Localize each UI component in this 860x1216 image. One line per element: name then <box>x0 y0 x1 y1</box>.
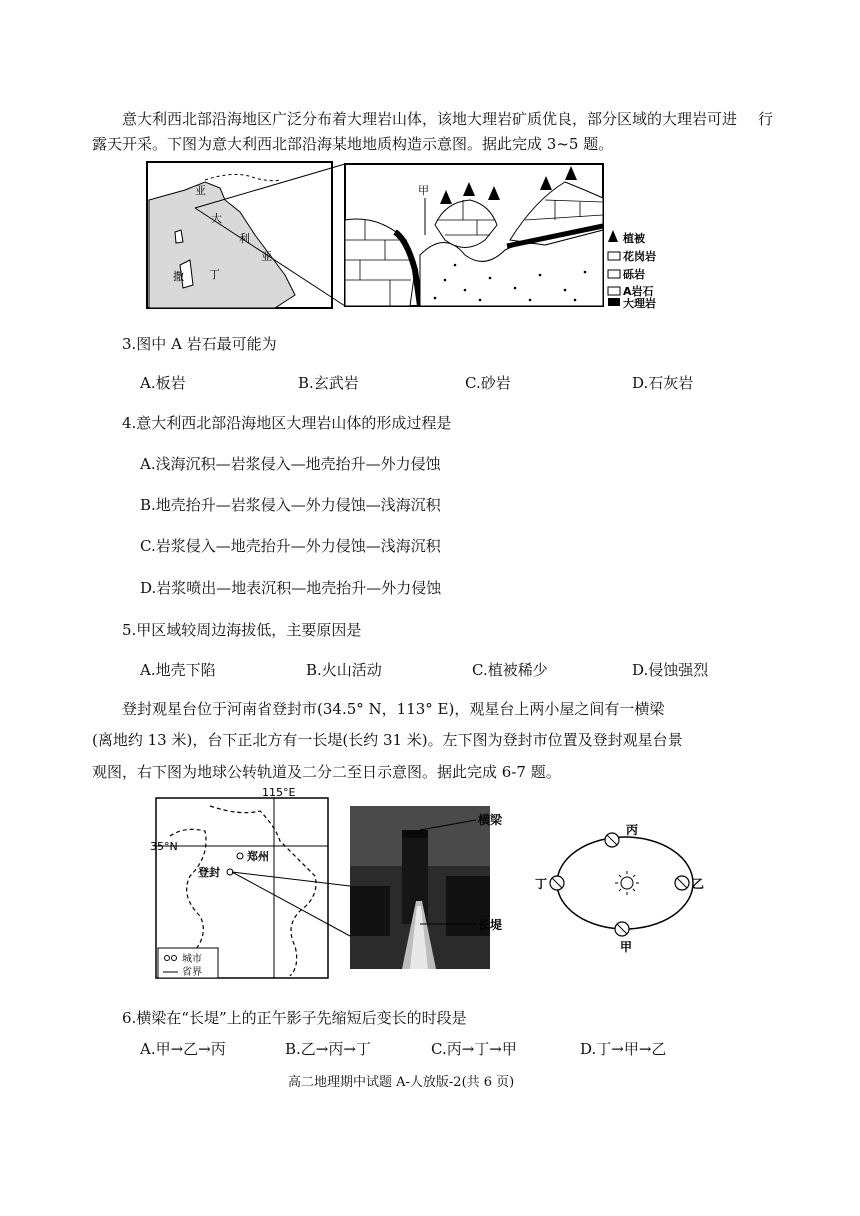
orbit-label-jia: 甲 <box>620 940 633 953</box>
page-footer: 高二地理期中试题 A-人放版-2(共 6 页) <box>288 1075 515 1090</box>
label-beam: 横梁 <box>478 813 503 827</box>
intro1-line2: 露天开采。下图为意大利西北部沿海某地地质构造示意图。据此完成 3~5 题。 <box>92 135 614 153</box>
intro2-line1: 登封观星台位于河南省登封市(34.5° N，113° E)，观星台上两小屋之间有一横梁 <box>122 700 665 718</box>
legend-city: 城市 <box>182 954 202 965</box>
q6-option-d: D.丁→甲→乙 <box>580 1040 667 1058</box>
q5-option-b: B.火山活动 <box>306 661 382 679</box>
map-label-5: 撒 <box>173 270 184 283</box>
orbit-label-bing: 丙 <box>626 823 639 837</box>
city-zhengzhou: 郑州 <box>247 850 269 863</box>
legend-border: 省界 <box>182 967 202 978</box>
legend-a-rock: A岩石 <box>623 285 654 298</box>
legend-tree-icon <box>608 230 618 242</box>
lat-label: 35°N <box>150 840 178 853</box>
map-label-2: 大 <box>211 212 222 225</box>
orbit-label-ding: 丁 <box>535 877 548 891</box>
q5-option-d: D.侵蚀强烈 <box>632 661 709 679</box>
q6-option-a: A.甲→乙→丙 <box>140 1040 226 1058</box>
q6-option-b: B.乙→丙→丁 <box>285 1040 371 1058</box>
map-label-4: 亚 <box>261 250 272 263</box>
q3-stem: 3.图中 A 岩石最可能为 <box>122 335 277 353</box>
lon-label: 115°E <box>262 786 296 799</box>
q4-option-b: B.地壳抬升—岩浆侵入—外力侵蚀—浅海沉积 <box>140 496 441 514</box>
q5-option-c: C.植被稀少 <box>472 661 548 679</box>
legend-granite-swatch <box>608 252 620 260</box>
q6-option-c: C.丙→丁→甲 <box>431 1040 517 1058</box>
q4-option-d: D.岩浆喷出—地表沉积—地壳抬升—外力侵蚀 <box>140 579 442 597</box>
orbit-diagram <box>530 818 710 953</box>
sun-icon <box>621 877 633 889</box>
label-dike: 长堤 <box>478 918 503 932</box>
orbit-label-yi: 乙 <box>692 877 705 891</box>
map-label-1: 亚 <box>195 184 206 197</box>
intro2-line3: 观图，右下图为地球公转轨道及二分二至日示意图。据此完成 6-7 题。 <box>92 763 561 781</box>
map-label-3: 利 <box>239 232 250 245</box>
q3-option-d: D.石灰岩 <box>632 374 694 392</box>
q3-option-c: C.砂岩 <box>465 374 511 392</box>
intro2-line2: (离地约 13 米)，台下正北方有一长堤(长约 31 米)。左下图为登封市位置及登封观星台景 <box>92 731 683 749</box>
q6-stem: 6.横梁在“长堤”上的正午影子先缩短后变长的时段是 <box>122 1009 467 1027</box>
q4-stem: 4.意大利西北部沿海地区大理岩山体的形成过程是 <box>122 414 452 432</box>
legend-vegetation: 植被 <box>623 232 645 245</box>
photo-callouts <box>400 806 530 946</box>
q3-option-a: A.板岩 <box>140 374 186 392</box>
city-dengfeng: 登封 <box>198 866 220 879</box>
q4-option-c: C.岩浆侵入—地壳抬升—外力侵蚀—浅海沉积 <box>140 537 441 555</box>
legend-granite: 花岗岩 <box>623 250 656 263</box>
section-legend <box>608 230 656 310</box>
zhengzhou-dot <box>237 853 243 859</box>
legend-conglomerate: 砾岩 <box>623 268 645 281</box>
q4-option-a: A.浅海沉积—岩浆侵入—地壳抬升—外力侵蚀 <box>140 455 441 473</box>
legend-conglomerate-swatch <box>608 270 620 278</box>
dengfeng-map <box>150 786 380 982</box>
map-label-6: 丁 <box>209 268 220 281</box>
q3-option-b: B.玄武岩 <box>298 374 359 392</box>
geology-figure <box>145 160 675 310</box>
q5-stem: 5.甲区域较周边海拔低，主要原因是 <box>122 621 362 639</box>
intro1-line1: 意大利西北部沿海地区广泛分布着大理岩山体，该地大理岩矿质优良，部分区域的大理岩可进 <box>122 110 738 128</box>
legend-marble-swatch <box>608 298 620 306</box>
section-marker-jia: 甲 <box>418 184 429 197</box>
legend-marble: 大理岩 <box>623 297 656 310</box>
q5-option-a: A.地壳下陷 <box>140 661 216 679</box>
legend-a-rock-swatch <box>608 287 620 295</box>
intro1-line1-end: 行 <box>758 110 774 128</box>
